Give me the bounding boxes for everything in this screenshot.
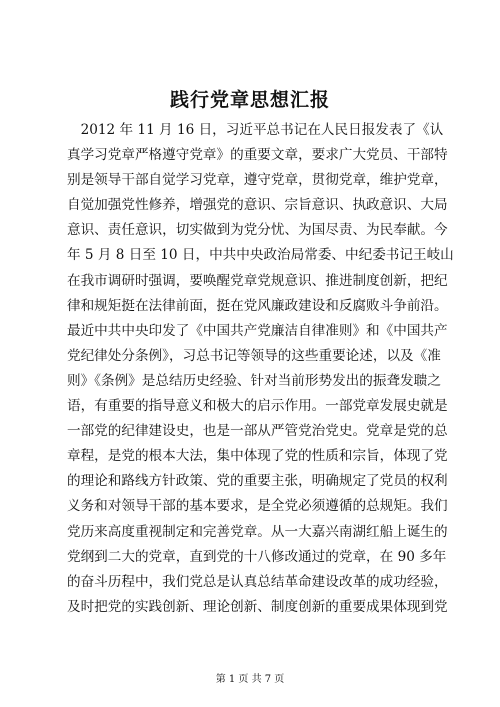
body-line: 自觉加强党性修养，增强党的意识、宗旨意识、执政意识、大局 — [67, 197, 448, 214]
body-line: 别是领导干部自觉学习党章，遵守党章，贯彻党章，维护党章， — [67, 172, 448, 189]
body-line: 的奋斗历程中，我们党总是认真总结革命建设改革的成功经验， — [67, 573, 448, 590]
body-line: 律和规矩挺在法律前面，挺在党风廉政建设和反腐败斗争前沿。 — [67, 297, 448, 314]
body-line: 真学习党章严格遵守党章》的重要文章，要求广大党员、干部特 — [67, 147, 448, 164]
body-line: 党纪律处分条例》，习总书记等领导的这些重要论述，以及《准 — [67, 347, 441, 364]
body-line: 党纲到二大的党章，直到党的十八修改通过的党章，在 90 多年 — [67, 548, 447, 565]
body-line: 则》《条例》是总结历史经验、针对当前形势发出的振聋发聩之 — [67, 372, 441, 389]
body-line: 意识、责任意识，切实做到为党分忧、为国尽责、为民奉献。今 — [67, 222, 448, 239]
body-line: 语，有重要的指导意义和极大的启示作用。一部党章发展史就是 — [67, 398, 448, 415]
body-line: 的理论和路线方针政策、党的重要主张，明确规定了党员的权利 — [67, 473, 448, 490]
body-line: 年 5 月 8 日至 10 日，中共中央政治局常委、中纪委书记王岐山 — [67, 247, 454, 264]
document-body — [67, 118, 454, 620]
page-number-footer: 第 1 页 共 7 页 — [215, 674, 285, 685]
body-line: 2012 年 11 月 16 日，习近平总书记在人民日报发表了《认 — [67, 122, 444, 138]
body-line: 章程，是党的根本大法，集中体现了党的性质和宗旨，体现了党 — [67, 448, 448, 465]
body-line: 义务和对领导干部的基本要求，是全党必须遵循的总规矩。我们 — [67, 498, 448, 515]
document-title: 践行党章思想汇报 — [169, 89, 330, 111]
body-line: 及时把党的实践创新、理论创新、制度创新的重要成果体现到党 — [67, 598, 448, 615]
body-line: 一部党的纪律建设史，也是一部从严管党治党史。党章是党的总 — [67, 423, 448, 440]
body-line: 最近中共中央印发了《中国共产党廉洁自律准则》和《中国共产 — [67, 322, 448, 339]
body-line: 党历来高度重视制定和完善党章。从一大嘉兴南湖红船上诞生的 — [67, 523, 448, 540]
body-line: 在我市调研时强调，要唤醒党章党规意识、推进制度创新，把纪 — [67, 272, 448, 289]
